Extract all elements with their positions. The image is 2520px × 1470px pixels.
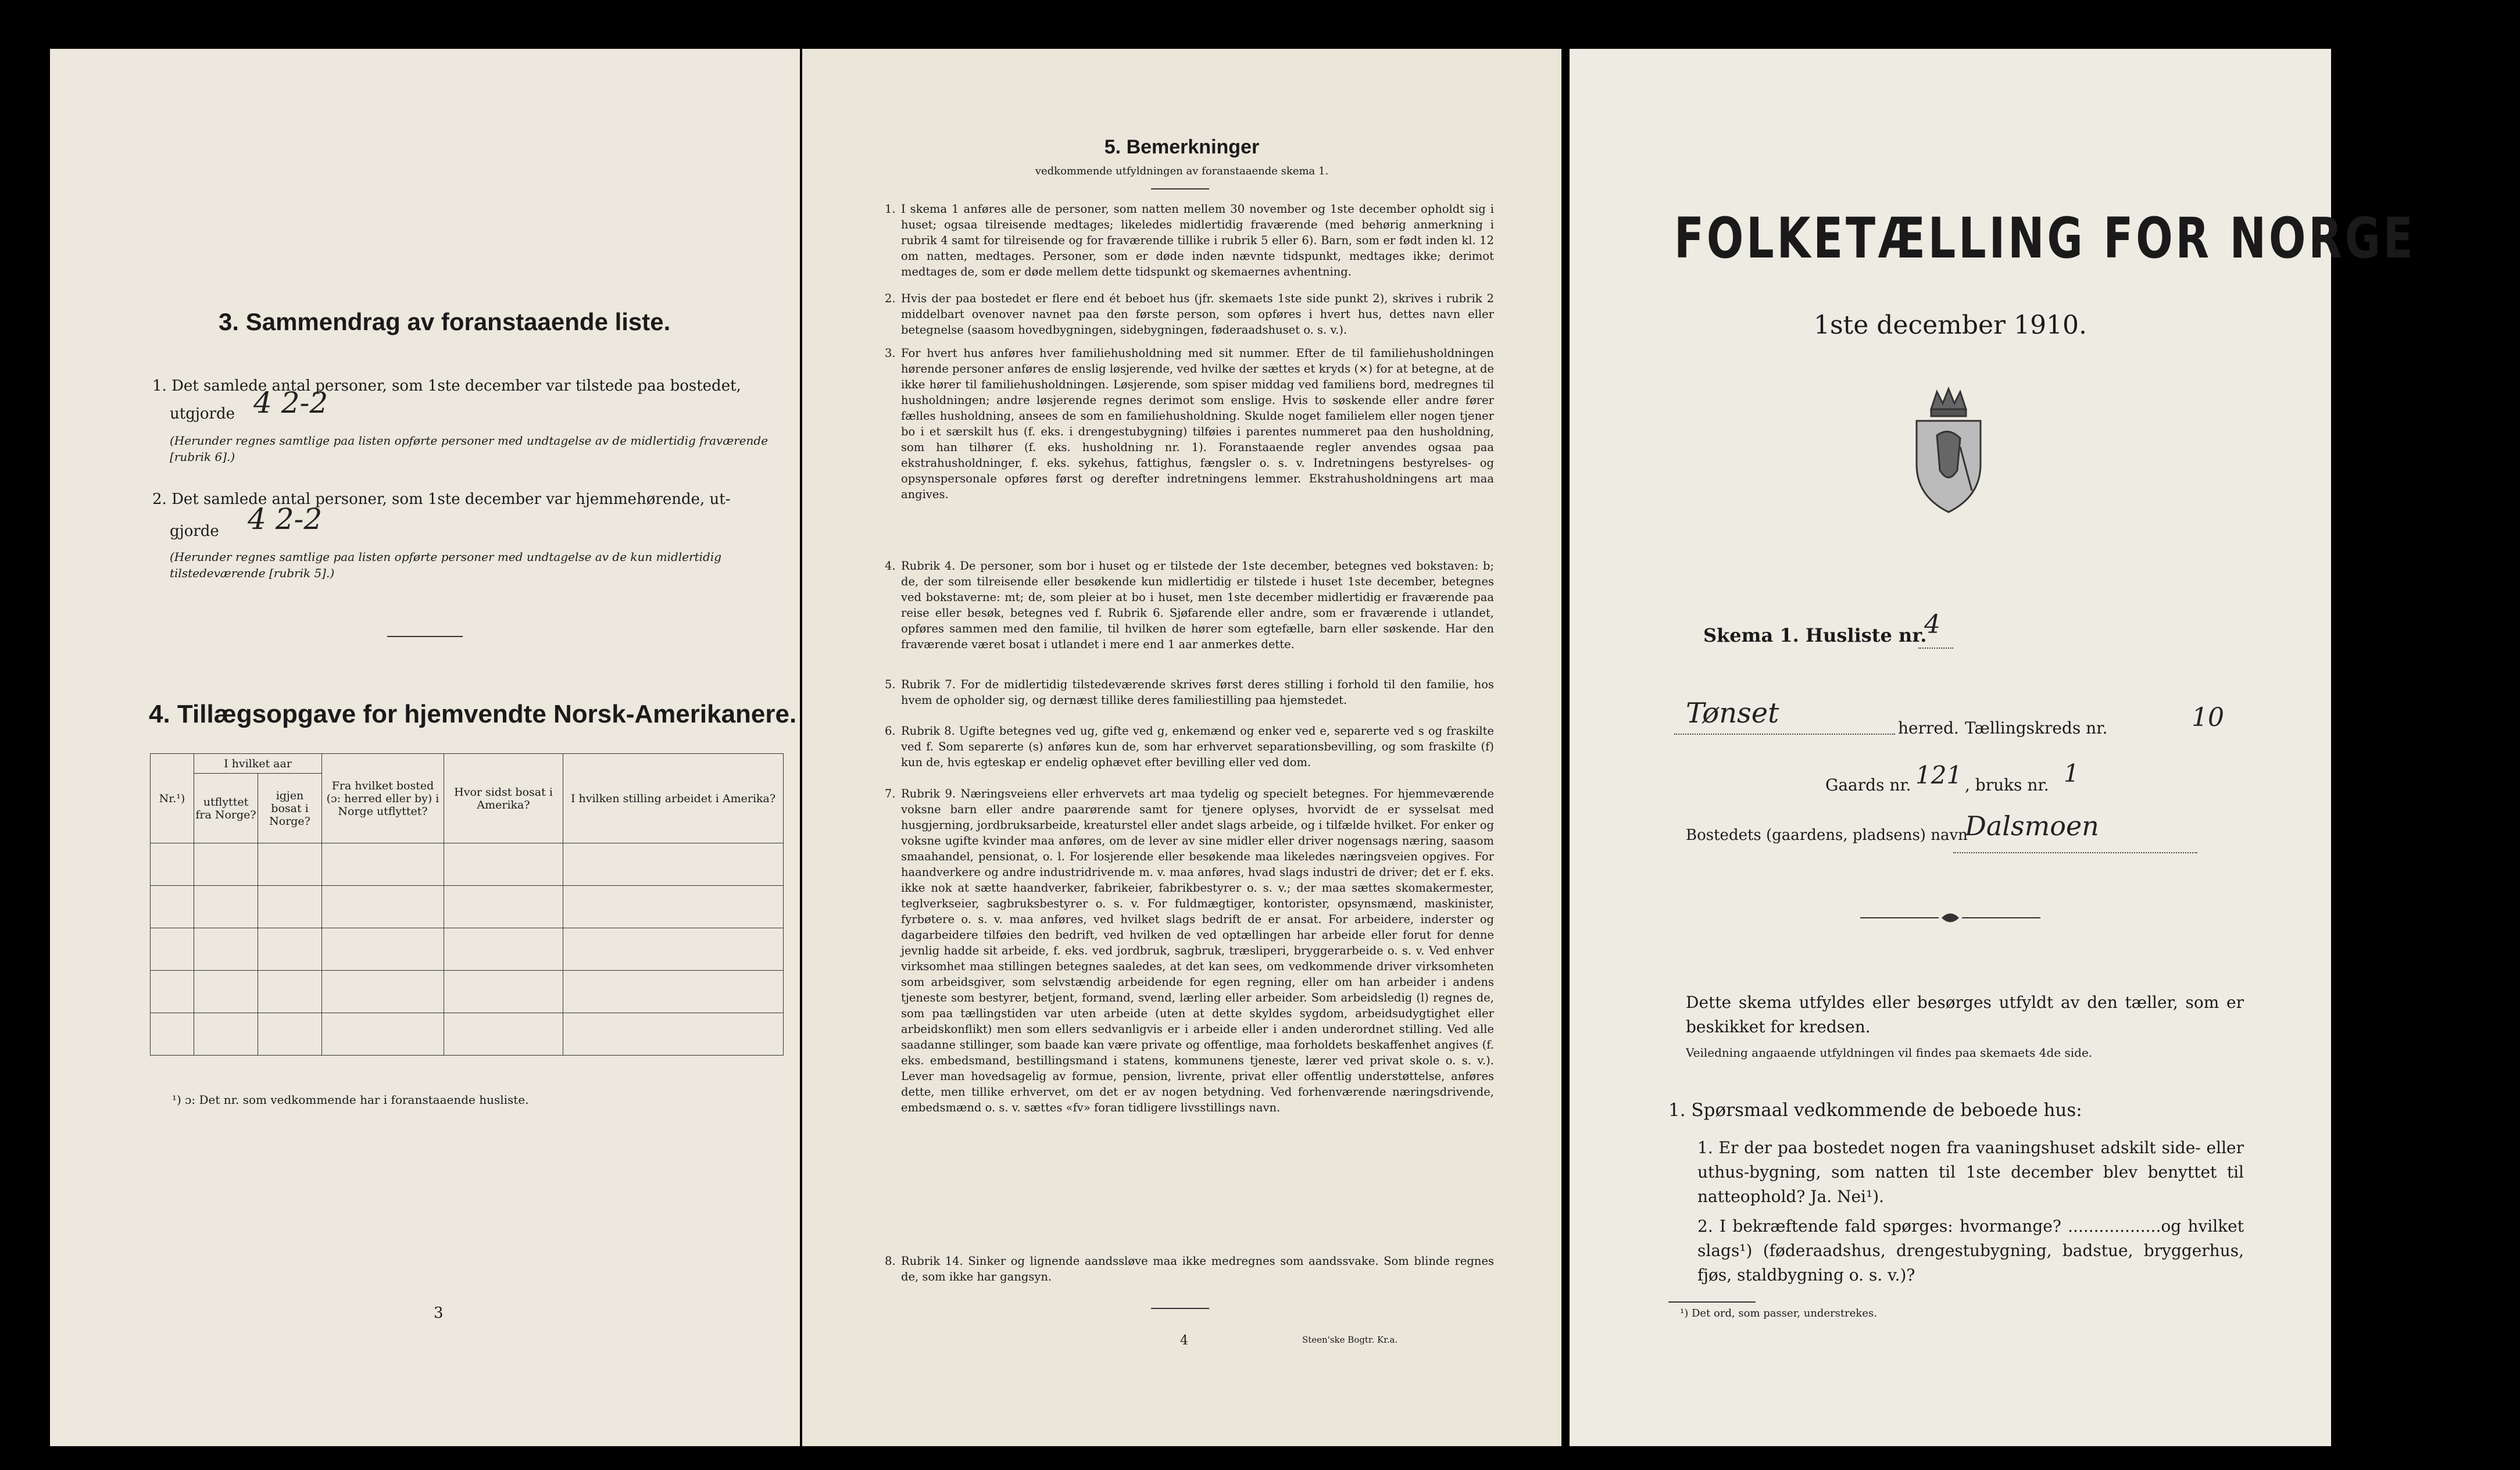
husliste-nr: 4 [1924,610,1940,639]
herred-line [1674,734,1895,735]
col-nr: Nr.¹) [151,754,194,843]
remark-3: 3. For hvert hus anføres hver familiehusholdning med sit nummer. Efter de til familiehusholdningen hørende personer anføres de enslig løsjerende, ved hvilke der sættes et kryds (×) for at betegne, at de ikke hører til familiehusholdningen. Løsjerende, som spiser middag ved familiens bord, medregnes til husholdningen; andre løsjerende regnes derimot som enslige. Hvis to søskende eller andre fører fælles husholdning, ansees de som en familiehusholdning. Skulde noget familielem eller nogen tjener bo i et særskilt hus (f. eks. i drengestubygning) tilføies i parentes nummeret paa den husholdning, som han tilhører (f. eks. husholdning nr. 1). Foranstaaende regler anvendes ogsaa paa ekstrahusholdninger, f. eks. sykehus, fattighus, fængsler o. s. v. Indretningens bestyrelses- og opsynspersonale opføres først og derefter indretningens lemmer. Ekstrahusholdningens art maa angives. [885,346,1494,501]
remark-7: 7. Rubrik 9. Næringsveiens eller erhvervets art maa tydelig og specielt betegnes. For hjemmeværende voksne barn eller andre paarørende samt for tjenere oplyses, hvorvidt de er sysselsat med husgjerning, jordbruksarbeide, kreaturstel eller andet slags arbeide, og i tilfælde hvilket. For enker og voksne ugifte kvinder maa anføres, om de lever av sine midler eller driver nogensags næring, saasom smaahandel, pensionat, o. l. For losjerende eller besøkende maa likeledes næringsveien opgives. For haandverkere og andre industridrivende m. v. maa anføres, hvad slags industri de driver; det er f. eks. ikke nok at sætte haandverker, fabrikeier, fabrikbestyrer o. s. v.; der maa sættes skomakermester, teglverkseier, sagbruksbestyrer o. s. v. For fuldmægtiger, kontorister, opsynsmænd, maskinister, fyrbøtere o. s. v. maa anføres, ved hvilket slags bedrift de er ansat. For arbeidere, inderster og dagarbeidere tilføies den bedrift, ved hvilken de ved optællingen har arbeide eller forut for denne jevnlig hadde sit arbeide, f. eks. ved jordbruk, sagbruk, træsliperi, bryggerarbeide o. s. v. Ved enhver virksomhet maa stillingen betegnes saaledes, at det kan sees, om vedkommende driver virksomheten som arbeidsgiver, som selvstændig arbeidende for egen regning, eller om han arbeider i andens tjeneste som bestyrer, betjent, formand, svend, lærling eller arbeider. Som arbeidsledig (l) regnes de, som paa tællingstiden var uten arbeide (uten at dette skyldes sygdom, arbeidsudygtighet eller arbeidskonflikt) men som ellers sedvanligvis er i arbeide eller i anden underordnet stilling. Ved alle saadanne stillinger, som baade kan være private og offentlige, maa forholdets beskaffenhet angives (f. eks. embedsmand, bestillingsmand i statens, kommunens tjeneste, lærer ved privat skole o. s. v.). Lever man hovedsagelig av formue, pension, livrente, privat eller offentlig understøttelse, anføres dette, men tillike erhvervet, om det er av nogen betydning. Ved forhenværende næringsdrivende, embedsmænd o. s. v. sættes «fv» foran tidligere livsstillings navn. [885,787,1494,1114]
sec3-item2-line1: 2. Det samlede antal personer, som 1ste december var hjemmehørende, ut- [152,491,731,508]
intro-text: Dette skema utfyldes eller besørges utfyldt av den tæller, som er beskikket for kredsen. [1686,993,2244,1036]
table-footnote: ¹) ɔ: Det nr. som vedkommende har i foranstaaende husliste. [172,1093,529,1107]
col-returned: igjen bosat i Norge? [258,774,322,843]
gaards-label: Gaards nr. [1825,775,1911,795]
sec3-item1-handwritten: 4 2-2 [253,386,328,420]
schema-label: Skema 1. Husliste nr. [1703,624,1927,646]
coat-of-arms-icon [1905,383,1992,517]
remarks-subtitle: vedkommende utfyldningen av foranstaaende skema 1. [1035,165,1329,177]
husliste-line [1918,648,1953,649]
col-emigrated: utflyttet fra Norge? [194,774,258,843]
ornament-icon [1860,909,2040,927]
sec3-item1-label: utgjorde [170,405,235,423]
question-2: 2. I bekræftende fald spørges: hvormange? ..................og hvilket slags¹) (føderaadshus, drengestubygning, badstue, bryggerhus, fjøs, staldbygning o. s. v.)? [1697,1217,2244,1285]
footnote: ¹) Det ord, som passer, understrekes. [1680,1307,1877,1319]
sec3-item2-label: gjorde [170,523,219,540]
page-number: 3 [434,1304,444,1322]
divider [1151,188,1209,189]
printer-mark: Steen'ske Bogtr. Kr.a. [1302,1335,1398,1345]
page-middle [802,49,1561,1446]
bosted-line [1953,852,2197,853]
table-row [151,1013,784,1056]
col-position: I hvilken stilling arbeidet i Amerika? [563,754,784,843]
remark-2: 2. Hvis der paa bostedet er flere end ét beboet hus (jfr. skemaets 1ste side punkt 2), skrives i rubrik 2 middelbart ovenover navnet paa den første person, som opføres i hvert hus, dettes navn eller betegnelse (saasom hovedbygningen, sidebygningen, føderaadshuset o. s. v.). [885,292,1494,337]
page-left [50,49,800,1446]
sec3-item2-note: (Herunder regnes samtlige paa listen opførte personer med undtagelse av de kun midlertidig tilstedeværende [rubrik 5].) [170,550,722,580]
bruks-nr: 1 [2064,759,2079,788]
sec3-item2-handwritten: 4 2-2 [248,502,323,536]
section-4-title: 4. Tillægsopgave for hjemvendte Norsk-Amerikanere. [149,700,797,728]
form-title: FOLKETÆLLING FOR NORGE [1674,206,2416,271]
page-number: 4 [1180,1333,1188,1348]
remarks-title: 5. Bemerkninger [1104,136,1260,158]
table-row [151,886,784,928]
kreds-label: Tællingskreds nr. [1965,718,2108,738]
question-1: 1. Er der paa bostedet nogen fra vaaningshuset adskilt side- eller uthus-bygning, som natten til 1ste december blev benyttet til natteophold? Ja. Nei¹). [1697,1138,2244,1206]
remark-4: 4. Rubrik 4. De personer, som bor i huset og er tilstede der 1ste december, betegnes ved bokstaven: b; de, der som tilreisende eller besøkende kun midlertidig er tilstede i huset 1ste december, betegnes ved bokstaverne: mt; de, som pleier at bo i huset, men 1ste december midlertidig er fraværende paa reise eller besøk, betegnes ved f. Rubrik 6. Sjøfarende eller andre, som er fraværende i utlandet, opføres sammen med den familie, til hvilken de hører som egtefælle, barn eller søskende. Har den fraværende været bosat i utlandet i mere end 1 aar anmerkes dette. [885,559,1494,651]
table-row [151,971,784,1013]
question-heading: 1. Spørsmaal vedkommende de beboede hus: [1668,1100,2082,1121]
col-last-residence: Hvor sidst bosat i Amerika? [444,754,563,843]
kreds-nr: 10 [2192,703,2224,732]
remark-5: 5. Rubrik 7. For de midlertidig tilstedeværende skrives først deres stilling i forhold til den familie, hos hvem de opholder sig, og dernæst tillike deres familiestilling paa hjemstedet. [885,678,1494,707]
section-3-title: 3. Sammendrag av foranstaaende liste. [219,308,671,335]
bosted-label: Bostedets (gaardens, pladsens) navn [1686,827,1968,844]
bruks-label: , bruks nr. [1965,775,2049,795]
remark-6: 6. Rubrik 8. Ugifte betegnes ved ug, gifte ved g, enkemænd og enker ved e, separerte ved s og fraskilte ved f. Som separerte (s) anføres kun de, som har erhvervet separationsbevilling, og som fraskilte (f) kun de, hvis egteskap er endelig ophævet efter bevilling eller ved dom. [885,724,1494,769]
divider [387,636,463,637]
page-right [1570,49,2416,1446]
form-date: 1ste december 1910. [1813,310,2088,340]
remark-1: 1. I skema 1 anføres alle de personer, som natten mellem 30 november og 1ste december opholdt sig i huset; ogsaa tilreisende medtages; likeledes midlertidig fraværende (med behørig anmerkning i rubrik 4 samt for tilreisende og for fraværende tillike i rubrik 5 eller 6). Barn, som er født inden kl. 12 om natten, medtages. Personer, som er døde inden nævnte tidspunkt, medtages ikke; derimot medtages de, som er døde mellem dette tidspunkt og skemaernes avhentning. [885,202,1494,278]
col-from-where: Fra hvilket bosted (ɔ: herred eller by) i Norge utflyttet? [322,754,444,843]
herred-label: herred. [1898,718,1959,738]
remark-8: 8. Rubrik 14. Sinker og lignende aandssløve maa ikke medregnes som aandssvake. Som blinde regnes de, som ikke har gangsyn. [885,1254,1494,1283]
col-year-group: I hvilket aar [194,754,322,774]
intro-note: Veiledning angaaende utfyldningen vil findes paa skemaets 4de side. [1686,1046,2093,1060]
gaards-nr: 121 [1915,761,1963,789]
norsk-amerikanere-table [150,753,784,1056]
table-row [151,843,784,886]
footnote-rule [1668,1301,1756,1303]
bosted-handwritten: Dalsmoen [1965,810,2099,842]
sec3-item1-line1: 1. Det samlede antal personer, som 1ste december var tilstede paa bostedet, [152,377,741,395]
divider [1151,1308,1209,1309]
form-title-wrap [1570,206,2416,271]
table-row [151,928,784,971]
sec3-item1-note: (Herunder regnes samtlige paa listen opførte personer med undtagelse av de midlertidig fraværende [rubrik 6].) [170,434,768,464]
herred-handwritten: Tønset [1686,697,1779,729]
